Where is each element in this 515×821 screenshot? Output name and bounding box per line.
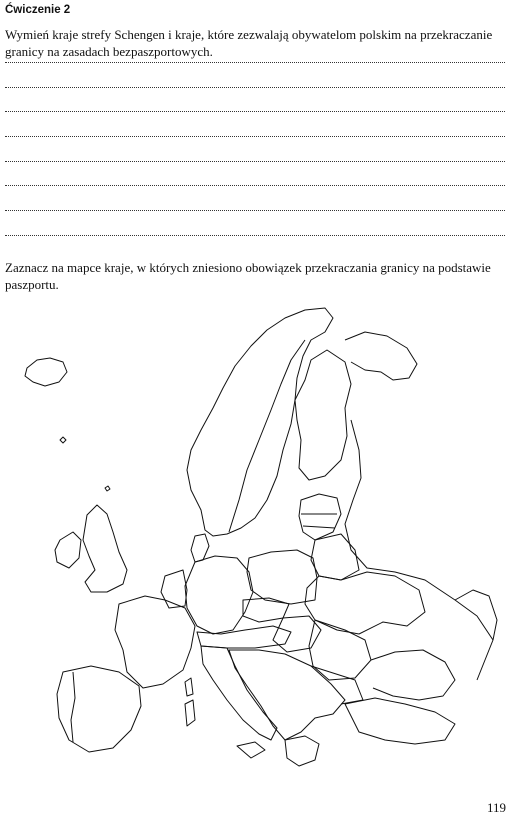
czechia-shape bbox=[243, 598, 289, 622]
sicily-shape bbox=[237, 742, 265, 758]
answer-line[interactable] bbox=[5, 62, 505, 63]
answer-lines bbox=[5, 62, 505, 260]
instruction-text-1: Wymień kraje strefy Schengen i kraje, które zezwalają obywatelom polskim na przekraczanie granicy na zasadach bezpaszportowych. bbox=[5, 27, 493, 59]
answer-line[interactable] bbox=[5, 87, 505, 88]
corsica-shape bbox=[185, 678, 193, 696]
portugal-border bbox=[71, 672, 75, 742]
russia-border bbox=[345, 420, 493, 640]
benelux-shape bbox=[161, 570, 187, 608]
answer-line[interactable] bbox=[5, 161, 505, 162]
answer-line[interactable] bbox=[5, 185, 505, 186]
norway-sweden-border bbox=[229, 340, 305, 532]
iberia-shape bbox=[57, 666, 141, 752]
france-shape bbox=[115, 596, 195, 688]
answer-line[interactable] bbox=[5, 210, 505, 211]
sardinia-shape bbox=[185, 700, 195, 726]
italy-shape bbox=[201, 646, 277, 740]
instruction-text-2: Zaznacz na mapce kraje, w których zniesiono obowiązek przekraczania granicy na podstawie paszportu. bbox=[5, 260, 491, 292]
answer-line[interactable] bbox=[5, 235, 505, 236]
great-britain-shape bbox=[83, 505, 127, 592]
baltic-borders bbox=[301, 514, 337, 528]
faroe-islands-shape bbox=[60, 437, 110, 491]
eastern-edge bbox=[455, 590, 497, 680]
balkans-shape bbox=[229, 650, 345, 740]
black-sea-coast bbox=[371, 650, 455, 700]
answer-line[interactable] bbox=[5, 111, 505, 112]
ukraine-shape bbox=[305, 572, 425, 634]
greece-shape bbox=[285, 736, 319, 766]
ireland-shape bbox=[55, 532, 81, 568]
europe-map[interactable] bbox=[15, 300, 505, 770]
alps-shape bbox=[197, 626, 291, 648]
denmark-shape bbox=[191, 534, 209, 562]
page-number: 119 bbox=[486, 800, 506, 815]
slovakia-hungary-shape bbox=[273, 616, 321, 652]
romania-shape bbox=[309, 620, 371, 680]
europe-outline-map-icon bbox=[15, 300, 505, 770]
baltic-states-shape bbox=[299, 494, 341, 540]
scandinavia-shape bbox=[187, 308, 333, 536]
belarus-shape bbox=[311, 534, 359, 580]
answer-line[interactable] bbox=[5, 136, 505, 137]
germany-shape bbox=[185, 556, 253, 634]
iceland-shape bbox=[25, 358, 67, 386]
turkey-shape bbox=[345, 698, 455, 744]
finland-shape bbox=[295, 350, 351, 480]
exercise-title: Ćwiczenie 2 bbox=[5, 4, 71, 16]
kola-peninsula-shape bbox=[345, 332, 417, 380]
